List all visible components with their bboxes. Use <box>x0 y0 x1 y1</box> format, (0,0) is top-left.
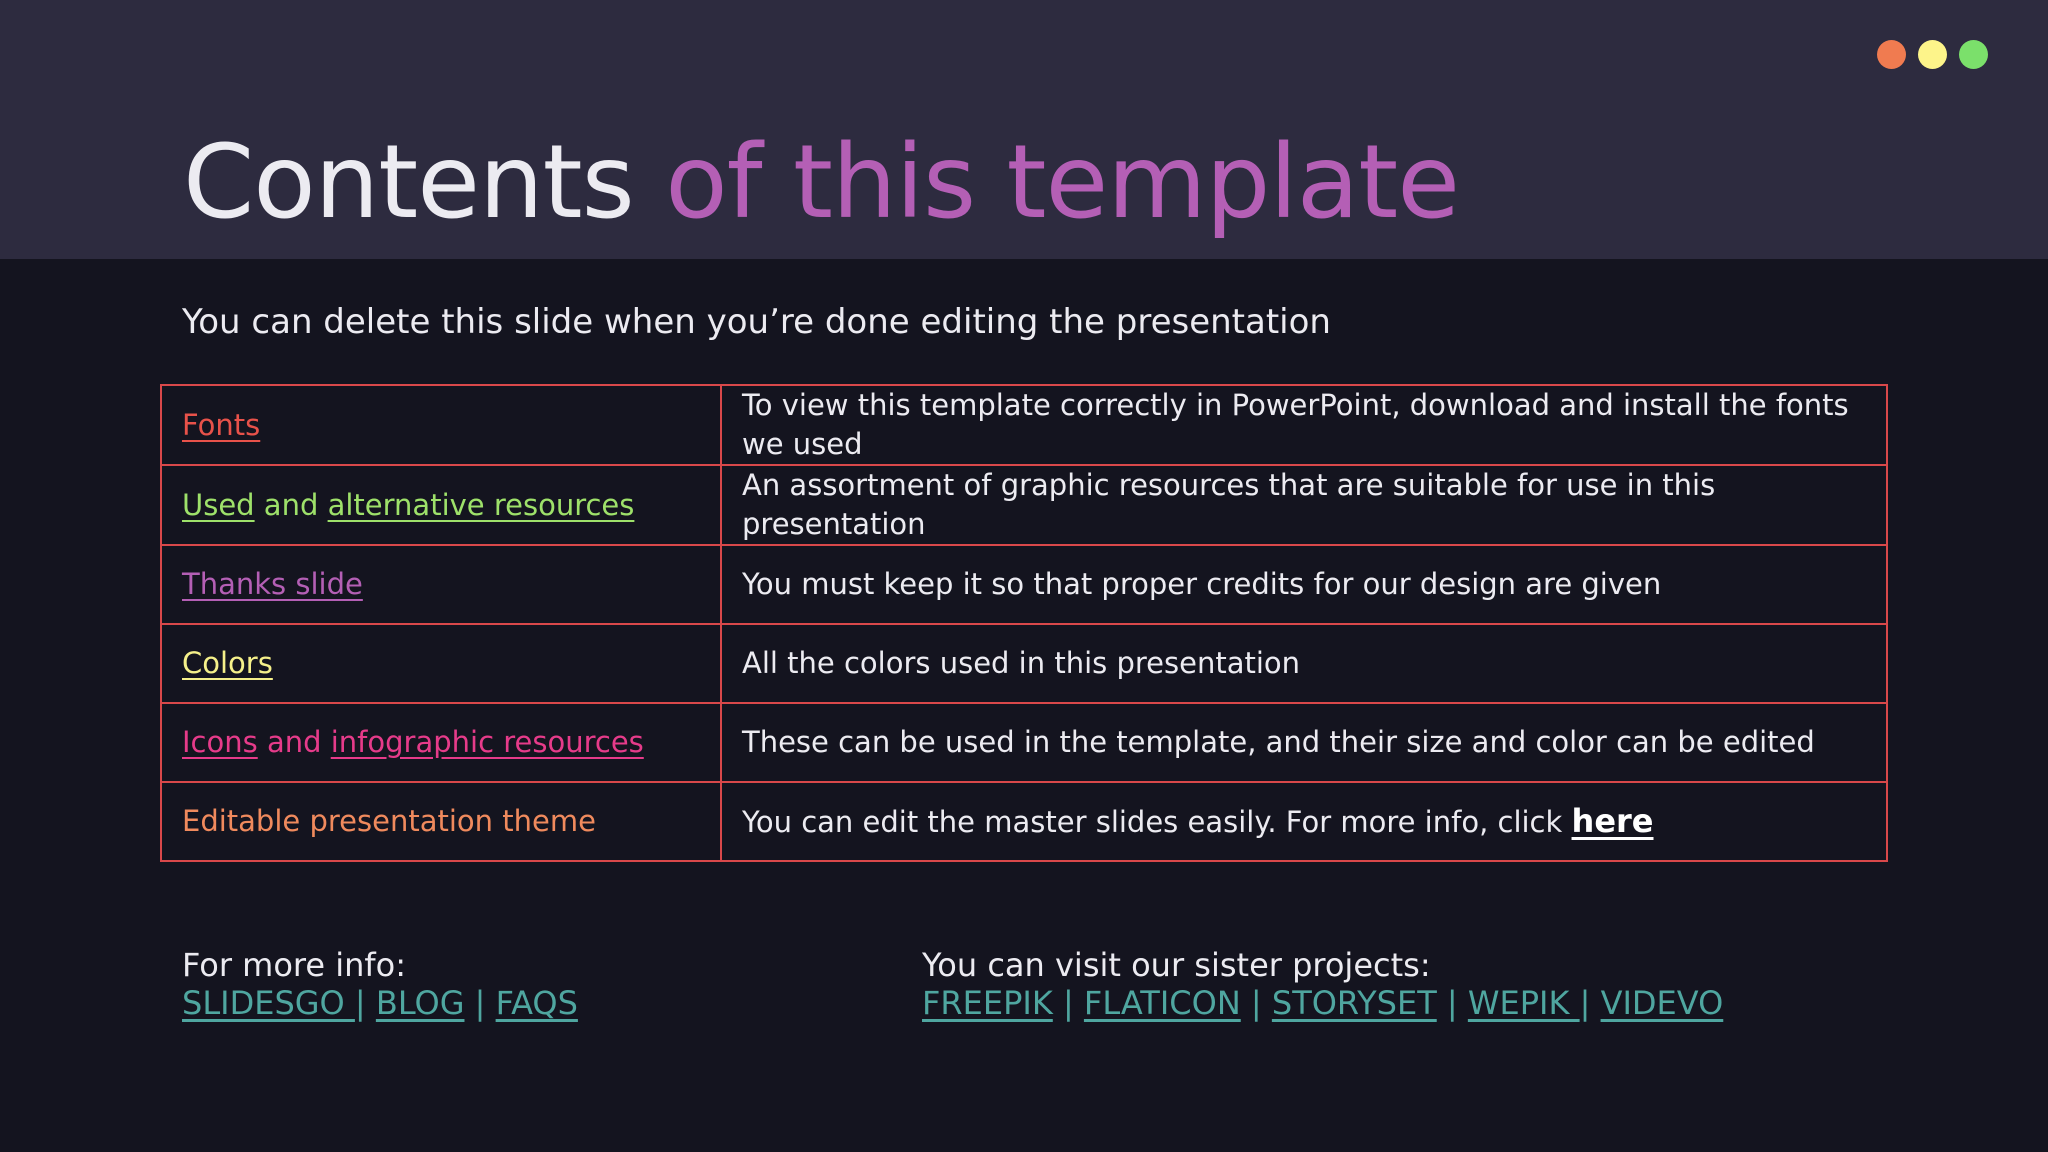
page-title <box>183 118 1459 248</box>
table-row <box>161 624 1887 703</box>
description-cell <box>721 624 1887 703</box>
link-separator: | <box>464 984 496 1022</box>
footer-link-blog[interactable]: BLOG <box>375 984 465 1022</box>
description-cell <box>721 703 1887 782</box>
topic-cell <box>161 465 721 545</box>
table-row <box>161 782 1887 861</box>
description-text: An assortment of graphic resources that are suitable for use in this presentation <box>742 468 1716 541</box>
yellow-dot-icon <box>1918 40 1947 69</box>
description-text: You must keep it so that proper credits for our design are given <box>742 567 1662 601</box>
footer-link-videvo[interactable]: VIDEVO <box>1600 984 1724 1022</box>
topic-link-used[interactable]: Used <box>182 487 255 522</box>
footer-sister-projects-links <box>922 984 1723 1022</box>
description-cell <box>721 465 1887 545</box>
description-cell <box>721 545 1887 624</box>
link-separator: | <box>354 984 376 1022</box>
topic-cell <box>161 624 721 703</box>
description-cell <box>721 385 1887 465</box>
footer-more-info <box>182 946 578 1022</box>
title-accent: of this template <box>665 123 1459 242</box>
footer-link-freepik[interactable]: FREEPIK <box>922 984 1053 1022</box>
topic-link-icons[interactable]: Icons <box>182 725 258 759</box>
here-link[interactable]: here <box>1571 801 1654 840</box>
table-row <box>161 465 1887 545</box>
topic-link-fonts[interactable]: Fonts <box>182 407 261 442</box>
contents-table <box>160 384 1888 862</box>
table-row <box>161 703 1887 782</box>
link-separator: | <box>1436 984 1468 1022</box>
topic-link-infographic-resources[interactable]: infographic resources <box>330 725 644 759</box>
topic-text: and <box>257 725 331 759</box>
description-text: To view this template correctly in PowerPoint, download and install the fonts we used <box>742 388 1849 461</box>
footer-link-flaticon[interactable]: FLATICON <box>1083 984 1241 1022</box>
topic-cell <box>161 545 721 624</box>
topic-link-colors[interactable]: Colors <box>182 646 273 680</box>
topic-link-alternative-resources[interactable]: alternative resources <box>327 487 635 522</box>
green-dot-icon <box>1959 40 1988 69</box>
footer-sister-projects-label: You can visit our sister projects: <box>922 946 1431 984</box>
link-separator: | <box>1579 984 1601 1022</box>
description-cell <box>721 782 1887 861</box>
description-text: All the colors used in this presentation <box>742 646 1301 680</box>
footer-link-storyset[interactable]: STORYSET <box>1271 984 1437 1022</box>
footer-link-wepik[interactable]: WEPIK <box>1467 984 1580 1022</box>
link-separator: | <box>1240 984 1272 1022</box>
topic-cell <box>161 385 721 465</box>
link-separator: | <box>1052 984 1084 1022</box>
table-row <box>161 385 1887 465</box>
footer-link-slidesgo[interactable]: SLIDESGO <box>182 984 355 1022</box>
topic-cell <box>161 782 721 861</box>
title-main: Contents <box>183 123 634 242</box>
topic-link-thanks-slide[interactable]: Thanks slide <box>182 567 363 601</box>
table-row <box>161 545 1887 624</box>
footer-link-faqs[interactable]: FAQS <box>495 984 578 1022</box>
orange-dot-icon <box>1877 40 1906 69</box>
topic-text: and <box>254 487 328 522</box>
description-text: These can be used in the template, and their size and color can be edited <box>742 725 1815 759</box>
footer-sister-projects <box>922 946 1723 1022</box>
topic-cell <box>161 703 721 782</box>
description-text: You can edit the master slides easily. For more info, click <box>742 804 1572 839</box>
footer-more-info-label: For more info: <box>182 946 407 984</box>
footer-more-info-links <box>182 984 578 1022</box>
slide-header <box>0 0 2048 259</box>
subtitle: You can delete this slide when you’re done editing the presentation <box>182 302 1331 342</box>
topic-text: Editable presentation theme <box>182 804 596 838</box>
window-dots <box>1877 40 1988 69</box>
